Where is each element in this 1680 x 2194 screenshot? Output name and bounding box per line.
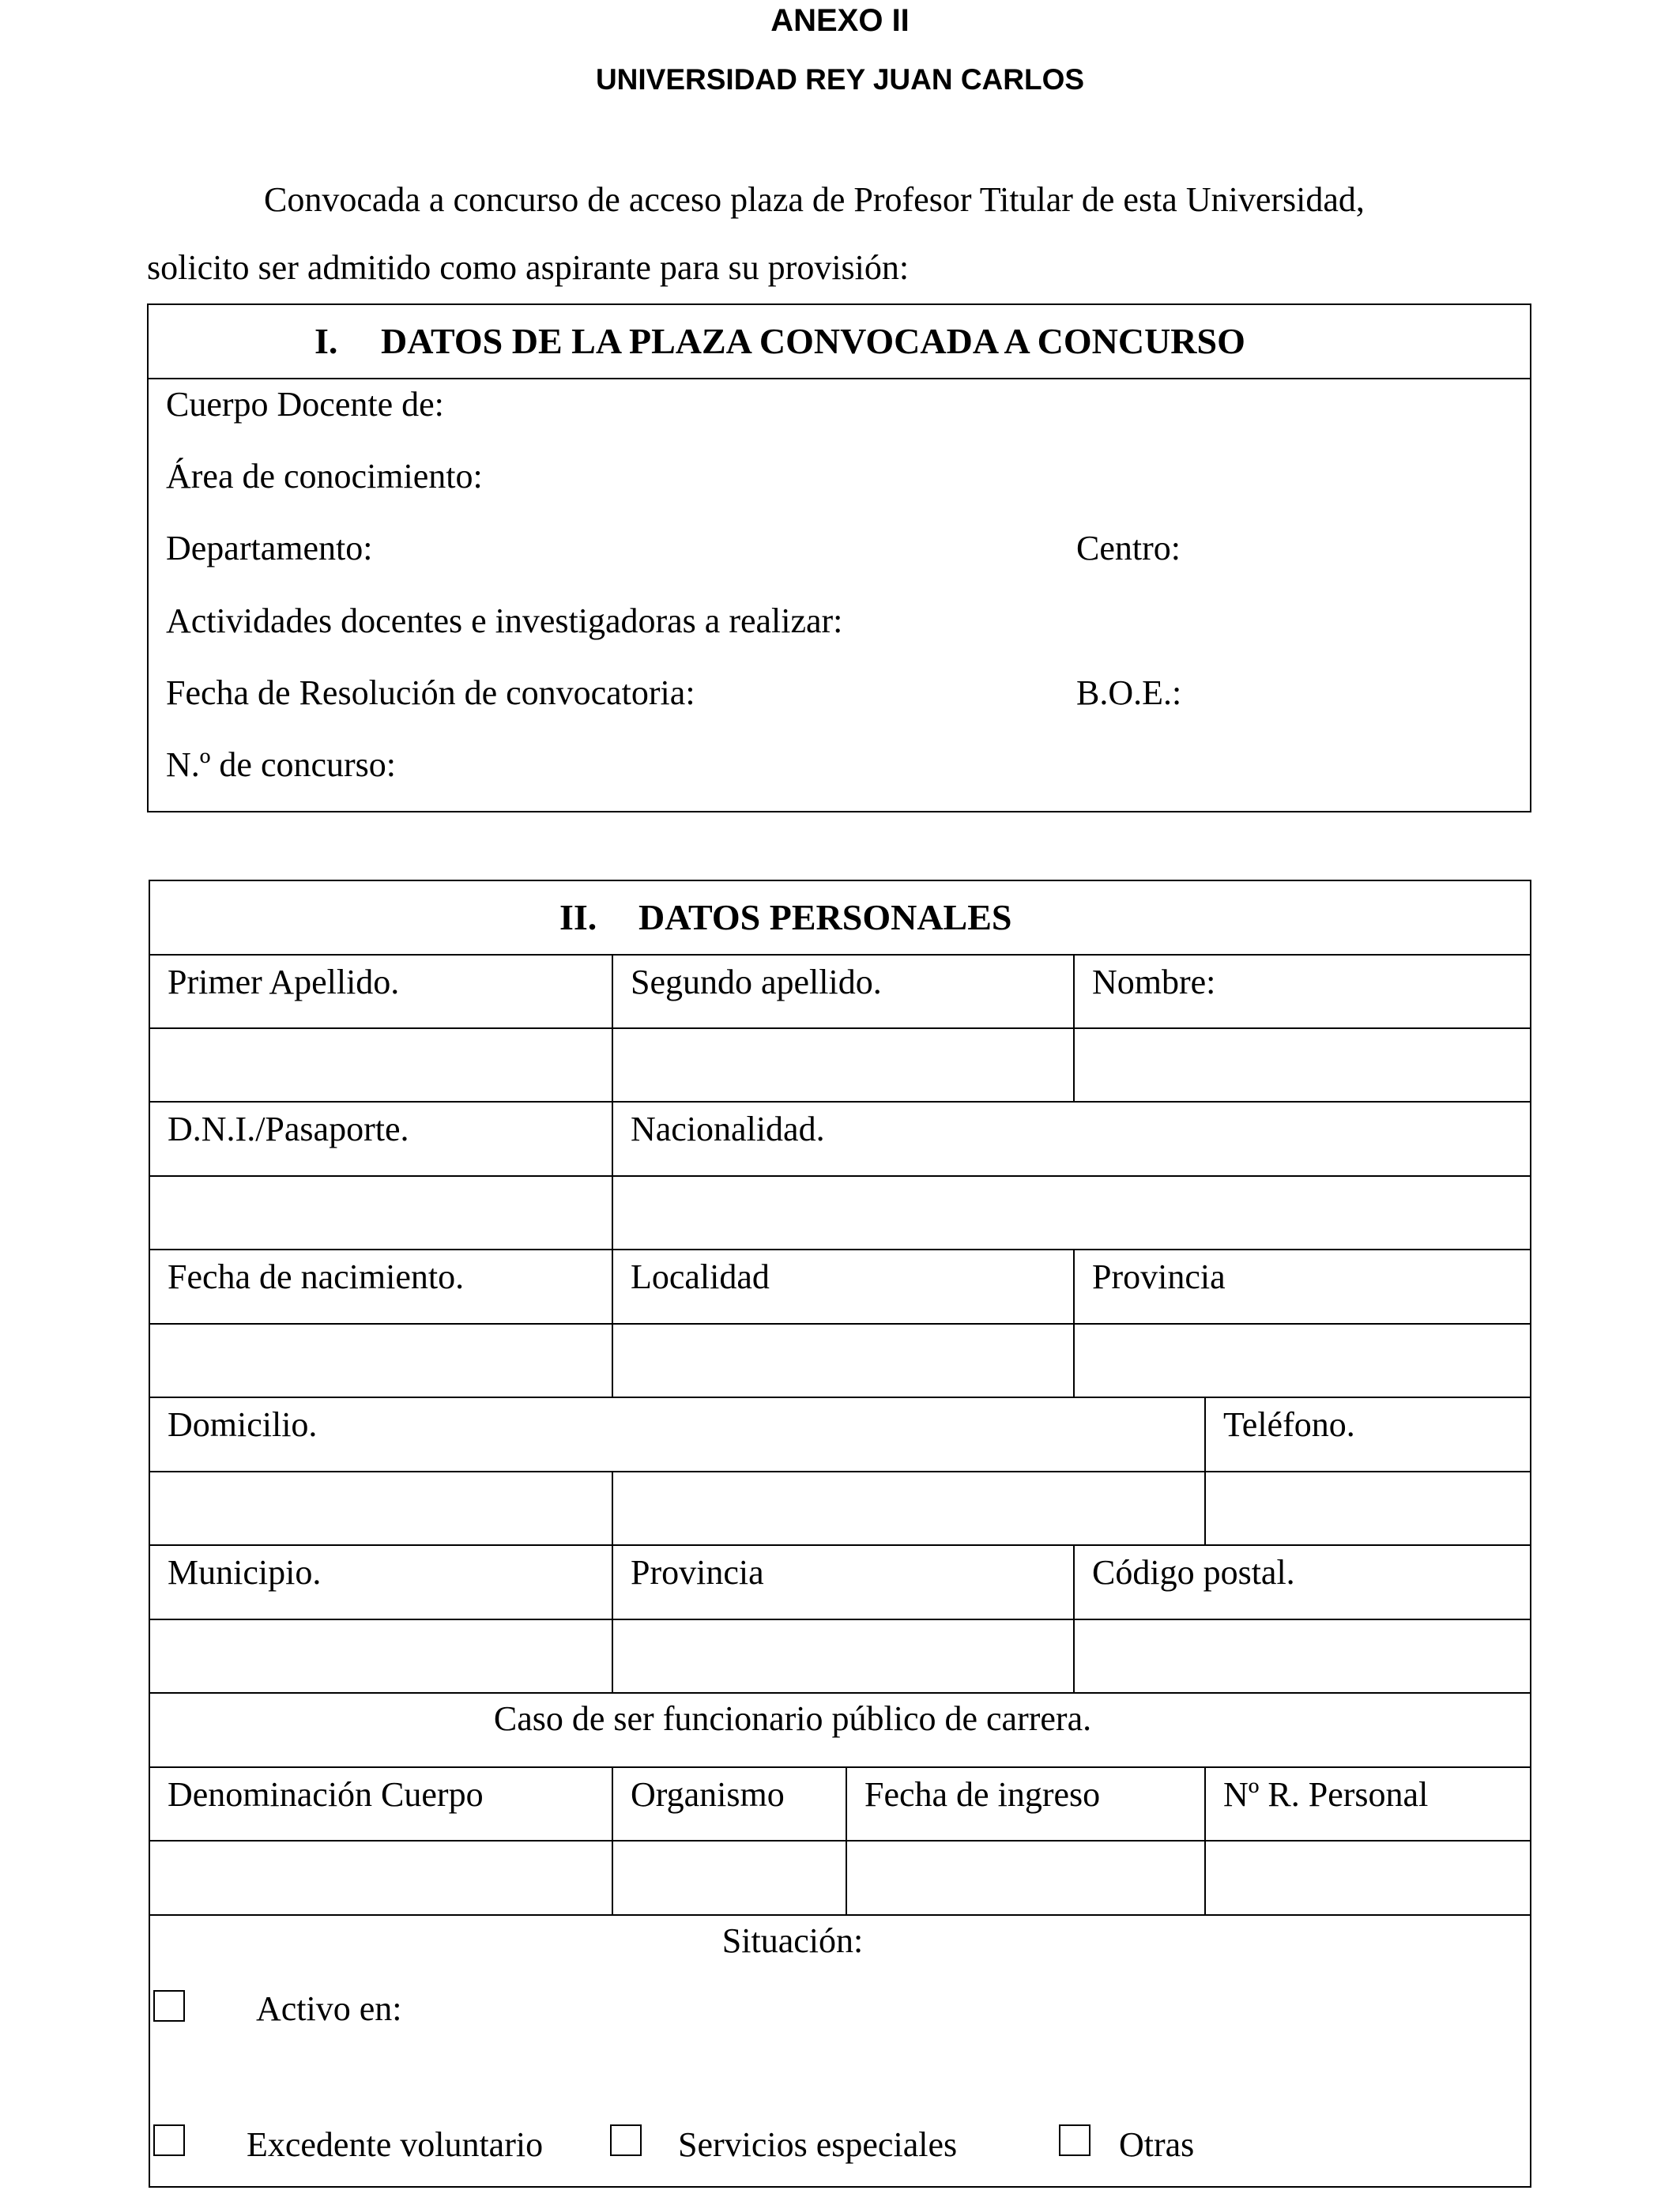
- input-provincia-nacimiento[interactable]: [1073, 1325, 1531, 1397]
- label-domicilio-text: Domicilio.: [168, 1405, 318, 1444]
- label-row-funcionario: [150, 1768, 1530, 1842]
- label-nacionalidad: [612, 1103, 1531, 1175]
- input-localidad[interactable]: [612, 1325, 1073, 1397]
- input-dni[interactable]: [150, 1177, 612, 1249]
- label-fecha-ingreso-text: Fecha de ingreso: [864, 1775, 1101, 1814]
- section-personal-heading: DATOS PERSONALES: [638, 897, 1012, 937]
- option-activo-label: Activo en:: [256, 1989, 402, 2028]
- option-servicios-label: Servicios especiales: [678, 2125, 958, 2164]
- label-provincia-domicilio: [612, 1546, 1073, 1619]
- input-row-names: [150, 1029, 1530, 1103]
- input-domicilio-a[interactable]: [150, 1472, 612, 1544]
- field-num-concurso[interactable]: N.º de concurso:: [166, 745, 397, 784]
- input-domicilio-b[interactable]: [612, 1472, 1204, 1544]
- annex-title: ANEXO II: [770, 3, 910, 38]
- option-excedente-label: Excedente voluntario: [247, 2125, 544, 2164]
- label-row-municipio: [150, 1546, 1530, 1620]
- input-municipio[interactable]: [150, 1620, 612, 1692]
- section-personal-title-row: [150, 881, 1530, 956]
- input-fecha-nacimiento[interactable]: [150, 1325, 612, 1397]
- funcionario-row: [150, 1694, 1530, 1768]
- label-codigo-postal: [1073, 1546, 1531, 1619]
- input-provincia-domicilio[interactable]: [612, 1620, 1073, 1692]
- intro-paragraph: [147, 166, 1538, 302]
- label-nacionalidad-text: Nacionalidad.: [631, 1110, 825, 1148]
- label-dni: [150, 1103, 612, 1175]
- label-fecha-ingreso: [846, 1768, 1204, 1840]
- label-row-dni: [150, 1103, 1530, 1177]
- input-nombre[interactable]: [1073, 1029, 1531, 1101]
- field-actividades[interactable]: Actividades docentes e investigadoras a realizar:: [166, 601, 843, 640]
- label-denominacion-text: Denominación Cuerpo: [168, 1775, 484, 1814]
- section-plaza-title: [149, 305, 1530, 379]
- label-fecha-nacimiento-text: Fecha de nacimiento.: [168, 1257, 465, 1296]
- label-telefono: [1204, 1398, 1531, 1471]
- label-dni-text: D.N.I./Pasaporte.: [168, 1110, 409, 1148]
- field-cuerpo-docente[interactable]: Cuerpo Docente de:: [166, 385, 444, 424]
- input-row-birth: [150, 1325, 1530, 1398]
- funcionario-heading: Caso de ser funcionario público de carrera.: [493, 1699, 1092, 1738]
- label-fecha-nacimiento: [150, 1250, 612, 1323]
- section-datos-personales: [149, 880, 1531, 2188]
- input-row-dni: [150, 1177, 1530, 1250]
- label-segundo-apellido: [612, 956, 1073, 1027]
- label-municipio-text: Municipio.: [168, 1553, 322, 1592]
- situacion-block: [150, 1916, 1530, 2185]
- input-fecha-ingreso[interactable]: [846, 1842, 1204, 1914]
- field-fecha-resolucion[interactable]: Fecha de Resolución de convocatoria:: [166, 673, 695, 712]
- label-row-address: [150, 1398, 1530, 1472]
- input-primer-apellido[interactable]: [150, 1029, 612, 1101]
- field-centro[interactable]: Centro:: [1076, 529, 1181, 567]
- input-row-municipio: [150, 1620, 1530, 1694]
- input-denominacion-cuerpo[interactable]: [150, 1842, 612, 1914]
- input-codigo-postal[interactable]: [1073, 1620, 1531, 1692]
- section-plaza-number: I.: [315, 321, 338, 361]
- input-nacionalidad[interactable]: [612, 1177, 1531, 1249]
- label-provincia-nacimiento: [1073, 1250, 1531, 1323]
- label-provincia-domicilio-text: Provincia: [631, 1553, 764, 1592]
- label-localidad: [612, 1250, 1073, 1323]
- label-organismo: [612, 1768, 846, 1840]
- input-nr-personal[interactable]: [1204, 1842, 1531, 1914]
- intro-line-1: Convocada a concurso de acceso plaza de Profesor Titular de esta Universidad,: [264, 180, 1365, 219]
- checkbox-excedente[interactable]: [153, 2124, 185, 2156]
- label-primer-apellido: [150, 956, 612, 1027]
- label-localidad-text: Localidad: [631, 1257, 770, 1296]
- input-row-funcionario: [150, 1842, 1530, 1916]
- checkbox-activo[interactable]: [153, 1990, 185, 2022]
- label-nombre-text: Nombre:: [1092, 963, 1216, 1001]
- label-primer-apellido-text: Primer Apellido.: [168, 963, 400, 1001]
- label-segundo-apellido-text: Segundo apellido.: [631, 963, 882, 1001]
- label-municipio: [150, 1546, 612, 1619]
- field-boe[interactable]: B.O.E.:: [1076, 673, 1182, 712]
- label-nombre: [1073, 956, 1531, 1027]
- university-name: UNIVERSIDAD REY JUAN CARLOS: [595, 63, 1085, 96]
- section-plaza: [147, 303, 1531, 812]
- label-nr-personal-text: Nº R. Personal: [1223, 1775, 1429, 1814]
- input-row-address: [150, 1472, 1530, 1546]
- field-departamento[interactable]: Departamento:: [166, 529, 373, 567]
- checkbox-otras[interactable]: [1059, 2124, 1090, 2156]
- checkbox-servicios-especiales[interactable]: [610, 2124, 642, 2156]
- section-personal-number: II.: [559, 897, 597, 937]
- input-organismo[interactable]: [612, 1842, 846, 1914]
- field-area-conocimiento[interactable]: Área de conocimiento:: [166, 457, 483, 496]
- section-plaza-heading: DATOS DE LA PLAZA CONVOCADA A CONCURSO: [381, 321, 1245, 361]
- label-organismo-text: Organismo: [631, 1775, 785, 1814]
- label-telefono-text: Teléfono.: [1223, 1405, 1355, 1444]
- option-otras-label: Otras: [1119, 2125, 1195, 2164]
- input-telefono[interactable]: [1204, 1472, 1531, 1544]
- label-denominacion-cuerpo: [150, 1768, 612, 1840]
- situacion-heading: Situación:: [721, 1921, 864, 1960]
- section-personal-title: [150, 881, 1530, 954]
- label-domicilio: [150, 1398, 1204, 1471]
- intro-line-2: solicito ser admitido como aspirante para su provisión:: [147, 248, 910, 287]
- label-provincia-nacimiento-text: Provincia: [1092, 1257, 1226, 1296]
- label-nr-personal: [1204, 1768, 1531, 1840]
- input-segundo-apellido[interactable]: [612, 1029, 1073, 1101]
- label-row-birth: [150, 1250, 1530, 1325]
- label-row-names: [150, 956, 1530, 1029]
- label-codigo-postal-text: Código postal.: [1092, 1553, 1295, 1592]
